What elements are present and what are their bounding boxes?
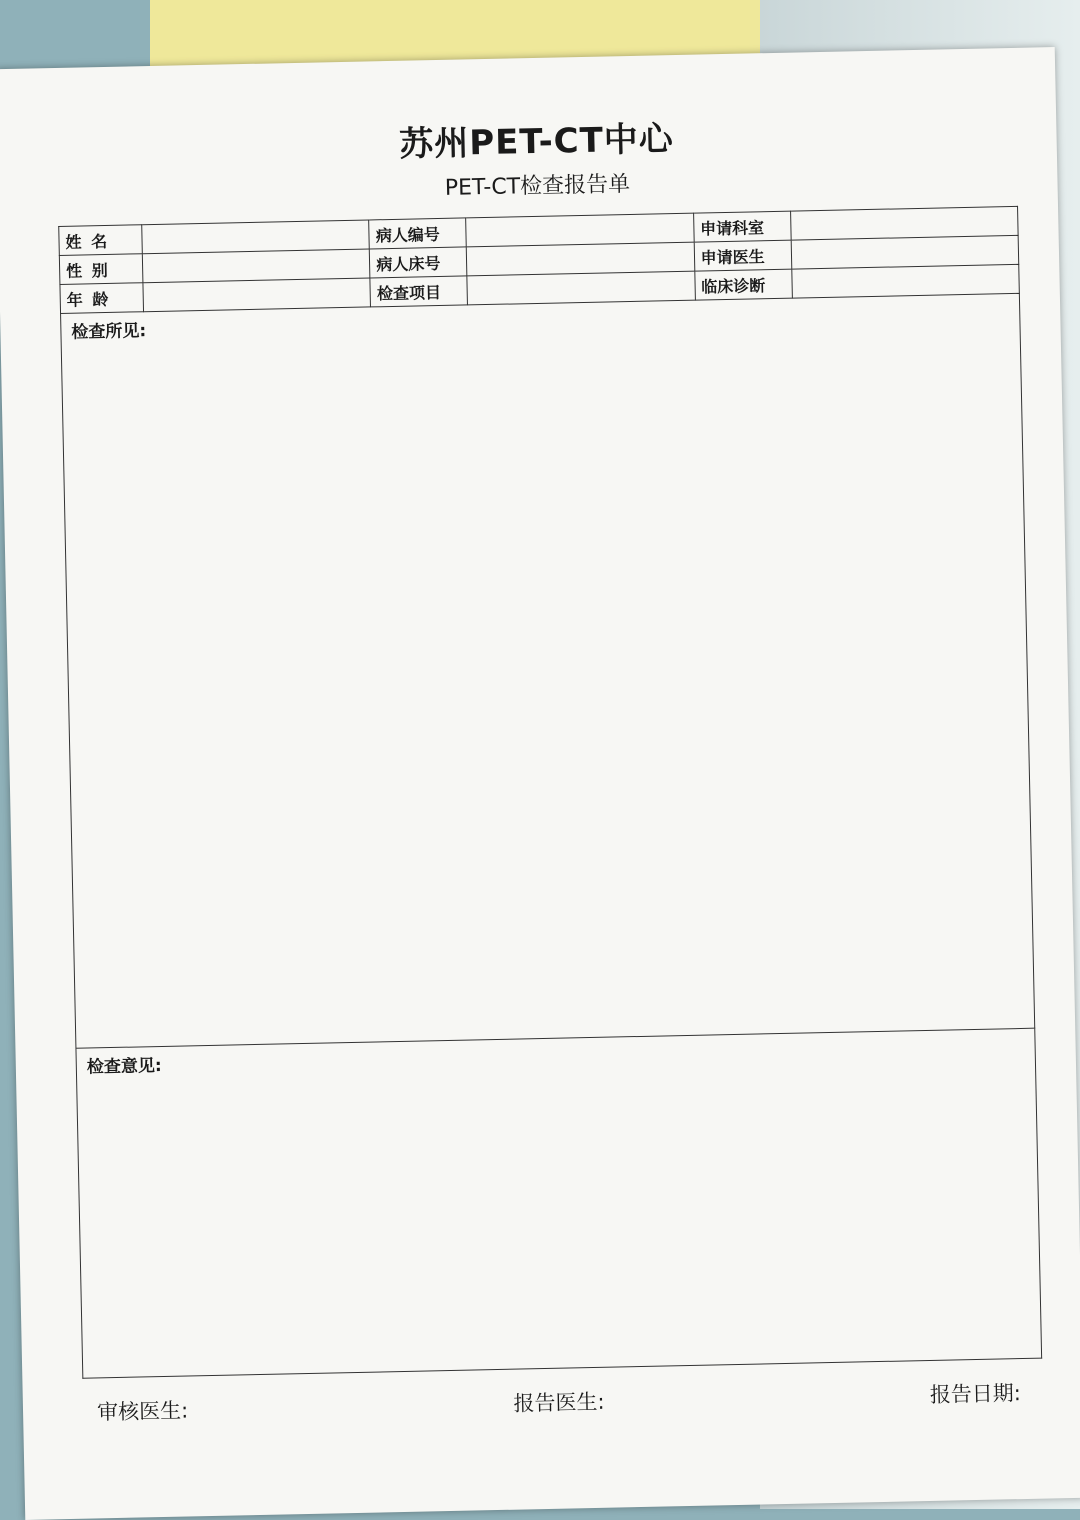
doctor-value <box>791 235 1019 269</box>
page-title: 苏州PET-CT中心 <box>398 119 675 165</box>
reporter-value <box>612 1390 613 1414</box>
dept-label: 申请科室 <box>693 211 791 242</box>
date-label: 报告日期: <box>929 1381 1022 1407</box>
age-label: 年 龄 <box>60 283 144 314</box>
reviewer-label: 审核医生: <box>96 1398 189 1425</box>
findings-heading: 检查所见: <box>71 321 147 343</box>
date-block <box>929 1377 1029 1409</box>
name-label: 姓 名 <box>59 225 143 256</box>
findings-section <box>60 294 1035 1049</box>
sex-label: 性 别 <box>59 254 143 285</box>
age-value <box>143 278 371 312</box>
bed-value <box>467 242 695 276</box>
diagnosis-label: 临床诊断 <box>694 269 792 300</box>
doctor-label: 申请医生 <box>694 240 792 271</box>
reviewer-block <box>97 1394 197 1426</box>
opinion-heading: 检查意见: <box>86 1055 162 1078</box>
report-page <box>0 47 1080 1520</box>
name-value <box>142 220 370 254</box>
reporter-block <box>513 1386 613 1418</box>
date-value <box>1029 1381 1030 1405</box>
disclaimer-note <box>84 1441 1044 1461</box>
page-subtitle: PET-CT检查报告单 <box>444 171 631 201</box>
id-value <box>466 213 694 247</box>
reporter-label: 报告医生: <box>513 1389 605 1416</box>
bed-label: 病人床号 <box>370 247 468 278</box>
exam-value <box>467 271 695 305</box>
exam-label: 检查项目 <box>370 276 468 307</box>
opinion-section <box>75 1029 1042 1379</box>
reviewer-value <box>196 1398 197 1422</box>
diagnosis-value <box>791 264 1019 298</box>
id-label: 病人编号 <box>369 218 467 249</box>
